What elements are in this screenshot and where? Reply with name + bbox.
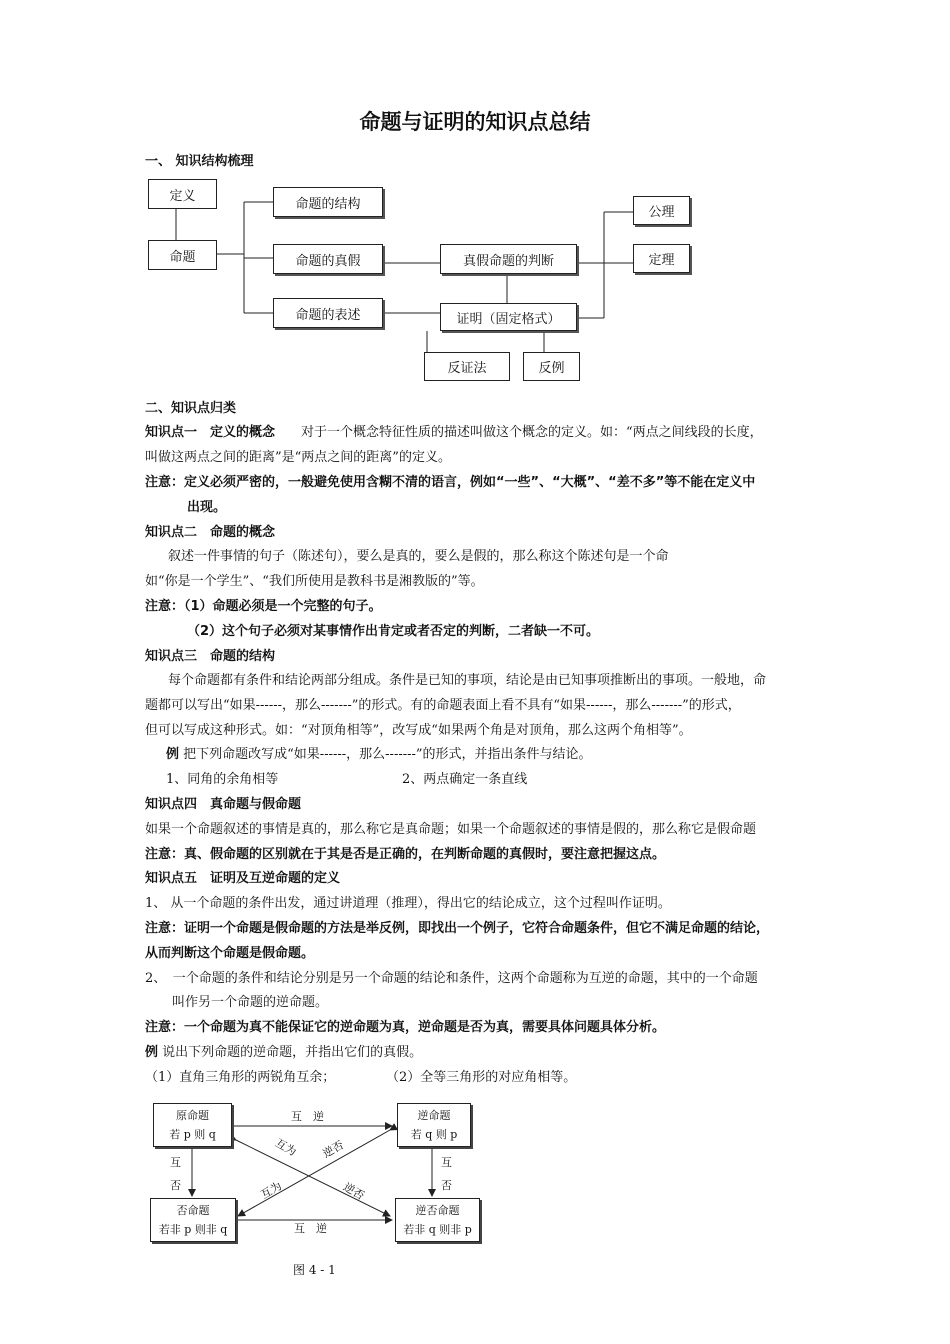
inverse-proposition-form: 若非 p 则非 q [158, 1223, 228, 1236]
k5-text-2: 2、 一个命题的条件和结论分别是另一个命题的结论和条件，这两个命题称为互逆的命题，其中的一个命题 [145, 971, 758, 986]
box-inverse-proposition [150, 1198, 236, 1242]
k5-example-label: 例 [145, 1045, 159, 1060]
node-proposition: 命题 [148, 240, 217, 270]
page-title: 命题与证明的知识点总结 [359, 110, 591, 134]
k3-example [166, 743, 592, 762]
k5-example-item-1: （1）直角三角形的两锐角互余； [145, 1070, 336, 1085]
node-proposition-truth: 命题的真假 [273, 244, 383, 274]
node-theorem: 定理 [633, 244, 690, 273]
k3-example-item-1: 1、同角的余角相等 [166, 772, 279, 787]
k1-note-2: 出现。 [187, 500, 227, 515]
box-contrapositive-proposition [395, 1198, 480, 1242]
k5-text-3: 叫作另一个命题的逆命题。 [172, 995, 329, 1010]
label-bottom-converse: 互 逆 [294, 1222, 327, 1235]
k3-text-2: 题都可以写出“如果------，那么-------”的形式。有的命题表面上看不具有“如果------，那么-------”的形式， [145, 698, 741, 713]
k3-example-text: 把下列命题改写成“如果------，那么-------”的形式，并指出条件与结论。 [183, 747, 592, 762]
k5-note-1: 注意：证明一个命题是假命题的方法是举反例，即找出一个例子，它符合命题条件，但它不满足命题的结论， [145, 921, 770, 936]
k1-note-1: 注意：定义必须严密的，一般避免使用含糊不清的语言，例如“一些”、“大概”、“差不多”等不能在定义中 [145, 475, 756, 490]
k4-heading: 知识点四 真命题与假命题 [145, 797, 302, 812]
node-proof-format: 证明（固定格式） [440, 303, 577, 331]
k4-text-1: 如果一个命题叙述的事情是真的，那么称它是真命题；如果一个命题叙述的事情是假的，那么称它是假命题 [145, 822, 757, 837]
k2-note-1: 注意：（1）命题必须是一个完整的句子。 [145, 599, 382, 614]
k2-heading: 知识点二 命题的概念 [145, 525, 276, 540]
node-axiom: 公理 [633, 196, 690, 225]
k5-example-item-2: （2）全等三角形的对应角相等。 [386, 1070, 577, 1085]
section-heading-classification: 二、知识点归类 [145, 401, 237, 416]
node-counterexample: 反例 [523, 352, 580, 381]
label-diag-1: 互为 [272, 1136, 299, 1159]
k5-note-2: 从而判断这个命题是假命题。 [145, 946, 315, 961]
k3-text-3: 但可以写成这种形式。如：“对顶角相等”，改写成“如果两个角是对顶角，那么这两个角相等”。 [145, 723, 692, 738]
label-left-2: 否 [170, 1179, 181, 1192]
box-converse-proposition [397, 1103, 471, 1147]
k5-text-1: 1、 从一个命题的条件出发，通过讲道理（推理），得出它的结论成立，这个过程叫作证明。 [145, 896, 671, 911]
section-heading-structure: 一、 知识结构梳理 [145, 154, 254, 169]
label-top-converse: 互 逆 [291, 1110, 324, 1123]
original-proposition-title: 原命题 [176, 1109, 209, 1122]
node-proof-by-contradiction: 反证法 [424, 352, 510, 381]
node-proposition-statement: 命题的表述 [273, 298, 383, 328]
label-right-1: 互 [441, 1156, 452, 1169]
label-diag-3: 互为 [258, 1179, 285, 1202]
k3-text-1: 每个命题都有条件和结论两部分组成。条件是已知的事项，结论是由已知事项推断出的事项。一般地，命 [168, 673, 767, 688]
k3-heading: 知识点三 命题的结构 [145, 649, 276, 664]
k1-text-1: 对于一个概念特征性质的描述叫做这个概念的定义。如：“两点之间线段的长度， [301, 425, 763, 440]
k1-heading: 知识点一 定义的概念 [145, 425, 276, 440]
converse-proposition-form: 若 q 则 p [410, 1128, 458, 1141]
original-proposition-form: 若 p 则 q [169, 1128, 216, 1141]
k4-note-1: 注意：真、假命题的区别就在于其是否是正确的，在判断命题的真假时，要注意把握这点。 [145, 847, 666, 862]
label-left-1: 互 [170, 1156, 181, 1169]
k2-note-2: （2）这个句子必须对某事情作出肯定或者否定的判断，二者缺一不可。 [187, 624, 600, 639]
inverse-proposition-title: 否命题 [176, 1204, 210, 1217]
node-definition: 定义 [148, 179, 217, 209]
contrapositive-proposition-title: 逆否命题 [415, 1204, 460, 1217]
k1-line-1 [145, 421, 763, 440]
k5-example [145, 1041, 422, 1060]
k3-example-item-2: 2、两点确定一条直线 [402, 772, 528, 787]
knowledge-tree-connectors [0, 0, 950, 400]
label-diag-2: 逆否 [320, 1138, 347, 1161]
figure-caption: 图 4 - 1 [293, 1263, 336, 1277]
label-right-2: 否 [441, 1179, 452, 1192]
box-original-proposition [153, 1103, 232, 1147]
k5-example-text: 说出下列命题的逆命题，并指出它们的真假。 [162, 1045, 423, 1060]
contrapositive-proposition-form: 若非 q 则非 p [403, 1223, 472, 1236]
k1-text-2: 叫做这两点之间的距离”是“两点之间的距离”的定义。 [145, 450, 451, 465]
label-diag-4: 逆否 [340, 1180, 367, 1203]
k5-heading: 知识点五 证明及互逆命题的定义 [145, 871, 341, 886]
k2-text-2: 如“你是一个学生”、“我们所使用是教科书是湘教版的”等。 [145, 574, 484, 589]
k5-note-3: 注意：一个命题为真不能保证它的逆命题为真，逆命题是否为真，需要具体问题具体分析。 [145, 1020, 666, 1035]
k3-example-label: 例 [166, 747, 180, 762]
node-truth-judgement: 真假命题的判断 [440, 244, 577, 274]
node-proposition-structure: 命题的结构 [273, 187, 383, 217]
converse-proposition-title: 逆命题 [417, 1109, 451, 1122]
k2-text-1: 叙述一件事情的句子（陈述句），要么是真的，要么是假的，那么称这个陈述句是一个命 [168, 549, 669, 564]
